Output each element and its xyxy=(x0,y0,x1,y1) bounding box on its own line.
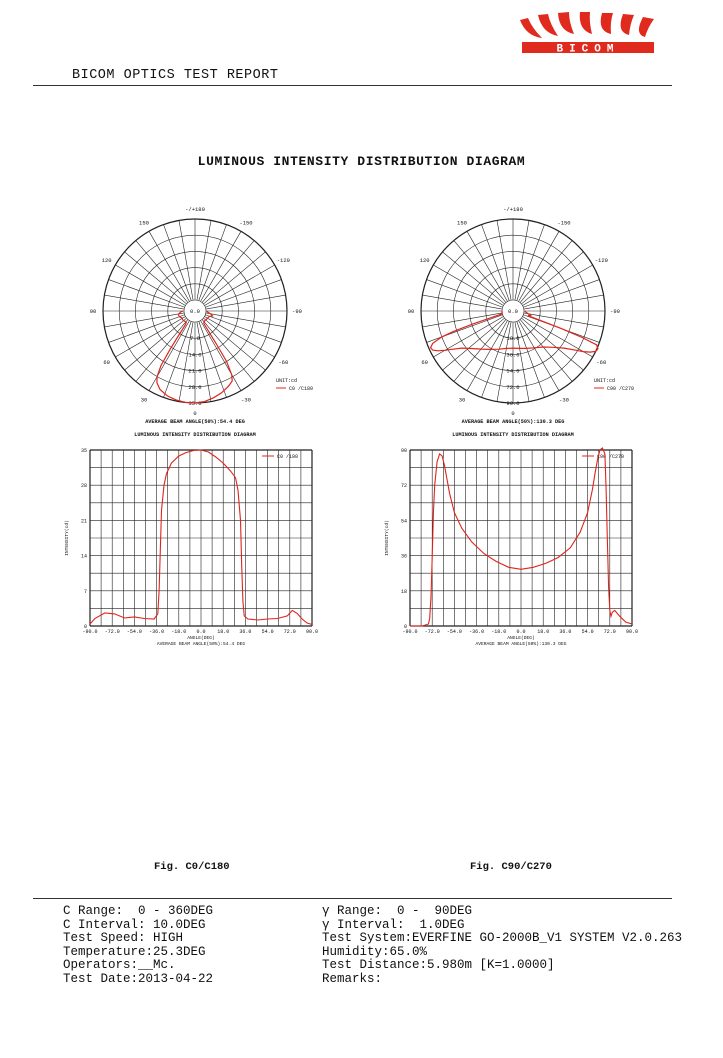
polar-spoke xyxy=(443,252,505,304)
line-y-tick: 28 xyxy=(80,483,87,490)
figure-caption-left: Fig. C0/C180 xyxy=(154,861,230,873)
test-info-row xyxy=(63,973,682,987)
polar-radial-label: 28.0 xyxy=(188,383,202,391)
temperature: Temperature:25.3DEG xyxy=(63,944,206,959)
polar-spoke xyxy=(524,295,604,309)
line-x-tick: -72.0 xyxy=(424,629,440,635)
line-x-tick: 36.0 xyxy=(559,629,572,635)
polar-radial-label: 7.0 xyxy=(190,335,200,343)
test-date: Test Date:2013-04-22 xyxy=(63,971,214,986)
polar-angle-label: 90 xyxy=(89,308,97,315)
line-y-tick: 35 xyxy=(80,448,87,454)
polar-legend-label: C0 /C180 xyxy=(289,386,314,392)
line-x-tick: 18.0 xyxy=(217,629,230,635)
line-y-tick: 72 xyxy=(400,483,407,490)
polar-angle-label: -150 xyxy=(557,219,571,227)
polar-spoke xyxy=(427,280,503,308)
line-y-tick: 14 xyxy=(80,553,87,560)
polar-radial-label: 54.0 xyxy=(506,367,520,375)
report-header-title: BICOM OPTICS TEST REPORT xyxy=(72,68,279,83)
remarks: Remarks: xyxy=(322,971,383,986)
polar-spoke xyxy=(164,225,192,301)
polar-beam-angle: AVERAGE BEAM ANGLE(50%):54.4 DEG xyxy=(145,419,245,425)
polar-angle-label: 60 xyxy=(103,359,110,366)
polar-spoke xyxy=(422,295,502,309)
polar-spoke xyxy=(482,321,510,397)
polar-spoke xyxy=(422,313,502,327)
polar-angle-label: -150 xyxy=(239,219,253,227)
polar-spoke xyxy=(206,313,286,327)
polar-spoke xyxy=(136,241,188,303)
line-y-tick: 0 xyxy=(83,624,87,630)
polar-spoke xyxy=(515,220,529,300)
polar-radial-label: 72.0 xyxy=(506,383,520,391)
line-y-tick: 18 xyxy=(400,588,407,595)
line-x-tick: -18.0 xyxy=(491,629,507,635)
polar-radial-label: 14.0 xyxy=(188,351,202,359)
polar-angle-label: -30 xyxy=(241,396,251,404)
polar-spoke xyxy=(454,241,506,303)
polar-spoke xyxy=(202,241,254,303)
diagram-title: LUMINOUS INTENSITY DISTRIBUTION DIAGRAM xyxy=(197,154,526,169)
line-x-tick: 0.0 xyxy=(196,629,206,635)
polar-angle-label: -/+180 xyxy=(503,206,523,213)
polar-angle-label: -60 xyxy=(278,359,289,366)
line-y-label: INTENSITY(cd) xyxy=(65,520,70,556)
polar-angle-label: 30 xyxy=(140,396,148,404)
polar-chart-c90-c270 xyxy=(378,206,648,446)
polar-angle-label: 120 xyxy=(419,257,430,264)
test-info-row xyxy=(63,959,682,973)
line-x-tick: 54.0 xyxy=(261,629,274,635)
test-speed: Test Speed: HIGH xyxy=(63,931,184,946)
humidity: Humidity:65.0% xyxy=(322,944,428,959)
test-info-block xyxy=(63,905,682,987)
polar-spoke xyxy=(206,295,286,309)
polar-radial-label: 0.0 xyxy=(190,308,200,315)
footer-rule xyxy=(33,898,672,899)
polar-angle-label: 120 xyxy=(101,257,112,264)
line-x-tick: 18.0 xyxy=(537,629,550,635)
polar-spoke xyxy=(199,321,227,397)
polar-unit-label: UNIT:cd xyxy=(276,378,298,384)
polar-angle-label: 150 xyxy=(139,219,149,227)
test-system: Test System:EVERFINE GO-2000B_V1 SYSTEM V2.0.263 xyxy=(322,931,683,946)
polar-angle-label: -30 xyxy=(559,396,569,404)
polar-spoke xyxy=(104,313,184,327)
line-x-label: ANGLE(DEG) xyxy=(507,636,535,641)
bicom-logo xyxy=(512,12,662,56)
line-x-tick: 72.0 xyxy=(603,629,616,635)
polar-spoke xyxy=(164,321,192,397)
polar-spoke xyxy=(125,252,187,304)
line-y-tick: 21 xyxy=(80,518,87,525)
c-interval: C Interval: 10.0DEG xyxy=(63,917,206,932)
polar-radial-label: 90.0 xyxy=(506,400,520,407)
polar-angle-label: 0 xyxy=(511,410,515,417)
polar-angle-label: 60 xyxy=(421,359,428,366)
polar-angle-label: -90 xyxy=(610,308,620,315)
logo-text: BICOM xyxy=(556,43,620,56)
line-x-tick: -18.0 xyxy=(171,629,187,635)
test-info-row xyxy=(63,919,682,933)
polar-angle-label: -60 xyxy=(596,359,607,366)
c-range: C Range: 0 - 360DEG xyxy=(63,904,214,918)
polar-angle-label: -/+180 xyxy=(185,206,205,213)
line-legend-label: C90 /C270 xyxy=(597,454,625,460)
line-x-tick: 90.0 xyxy=(305,629,319,635)
polar-spoke xyxy=(203,252,265,304)
line-y-tick: 7 xyxy=(83,588,87,595)
polar-spoke xyxy=(523,280,599,308)
line-y-label: INTENSITY(cd) xyxy=(385,520,390,556)
polar-spoke xyxy=(482,225,510,301)
polar-beam-angle: AVERAGE BEAM ANGLE(50%):130.3 DEG xyxy=(461,419,565,425)
polar-spoke xyxy=(524,313,604,327)
polar-spoke xyxy=(203,318,265,370)
line-x-note: AVERAGE BEAM ANGLE(50%):54.4 DEG xyxy=(156,642,246,647)
polar-spoke xyxy=(109,280,185,308)
polar-spoke xyxy=(205,280,281,308)
polar-spoke xyxy=(205,315,281,343)
header-rule xyxy=(33,85,672,86)
line-x-tick: -90.0 xyxy=(402,629,418,635)
polar-spoke xyxy=(517,225,545,301)
line-x-tick: 54.0 xyxy=(581,629,594,635)
line-chart-c0-c180 xyxy=(58,440,328,650)
line-x-tick: -72.0 xyxy=(104,629,120,635)
polar-angle-label: 90 xyxy=(407,308,415,315)
figure-caption-right: Fig. C90/C270 xyxy=(470,861,552,873)
line-x-note: AVERAGE BEAM ANGLE(50%):130.3 DEG xyxy=(475,642,567,647)
polar-spoke xyxy=(202,319,254,381)
polar-spoke xyxy=(517,321,545,397)
polar-spoke xyxy=(497,220,511,300)
polar-spoke xyxy=(179,220,193,300)
line-y-tick: 0 xyxy=(403,624,407,630)
line-x-tick: 72.0 xyxy=(283,629,296,635)
polar-chart-subtitle: LUMINOUS INTENSITY DISTRIBUTION DIAGRAM xyxy=(452,432,574,438)
polar-spoke xyxy=(125,318,187,370)
line-y-tick: 90 xyxy=(400,448,407,454)
operators: Operators:__Mc. xyxy=(63,958,176,973)
line-x-tick: -36.0 xyxy=(469,629,485,635)
line-x-tick: 90.0 xyxy=(625,629,639,635)
line-x-label: ANGLE(DEG) xyxy=(187,636,215,641)
line-chart-c90-c270 xyxy=(378,440,648,650)
polar-spoke xyxy=(443,318,505,370)
polar-angle-label: 30 xyxy=(458,396,466,404)
polar-radial-label: 0.0 xyxy=(508,308,518,315)
line-x-tick: -90.0 xyxy=(82,629,98,635)
line-x-tick: -54.0 xyxy=(126,629,142,635)
polar-spoke xyxy=(521,252,583,304)
polar-spoke xyxy=(427,315,503,343)
line-x-tick: 0.0 xyxy=(516,629,526,635)
test-info-row xyxy=(63,932,682,946)
polar-spoke xyxy=(521,318,583,370)
test-info-row xyxy=(63,905,682,919)
line-y-tick: 36 xyxy=(400,553,407,560)
gamma-range: γ Range: 0 - 90DEG xyxy=(322,904,473,918)
line-legend-label: C0 /180 xyxy=(277,454,299,460)
polar-radial-label: 36.0 xyxy=(506,351,520,359)
polar-spoke xyxy=(520,241,572,303)
polar-spoke xyxy=(520,319,572,381)
polar-unit-label: UNIT:cd xyxy=(594,378,616,384)
polar-angle-label: -120 xyxy=(594,257,608,264)
line-x-tick: 36.0 xyxy=(239,629,252,635)
polar-radial-label: 21.0 xyxy=(188,367,202,375)
test-distance: Test Distance:5.980m [K=1.0000] xyxy=(322,958,555,973)
polar-spoke xyxy=(104,295,184,309)
polar-angle-label: 0 xyxy=(193,410,197,417)
polar-legend-label: C90 /C270 xyxy=(607,386,635,392)
polar-chart-c0-c180 xyxy=(60,206,330,446)
test-info-row xyxy=(63,946,682,960)
line-y-tick: 54 xyxy=(400,518,407,525)
line-x-tick: -36.0 xyxy=(149,629,165,635)
polar-angle-label: -90 xyxy=(292,308,302,315)
polar-spoke xyxy=(199,225,227,301)
gamma-interval: γ Interval: 1.0DEG xyxy=(322,917,465,932)
polar-chart-subtitle: LUMINOUS INTENSITY DISTRIBUTION DIAGRAM xyxy=(134,432,256,438)
polar-angle-label: -120 xyxy=(276,257,290,264)
polar-angle-label: 150 xyxy=(457,219,467,227)
polar-radial-label: 18.0 xyxy=(506,335,520,343)
polar-radial-label: 35.0 xyxy=(188,400,202,407)
polar-spoke xyxy=(109,315,185,343)
line-x-tick: -54.0 xyxy=(446,629,462,635)
polar-spoke xyxy=(197,220,211,300)
polar-spoke xyxy=(136,319,188,381)
